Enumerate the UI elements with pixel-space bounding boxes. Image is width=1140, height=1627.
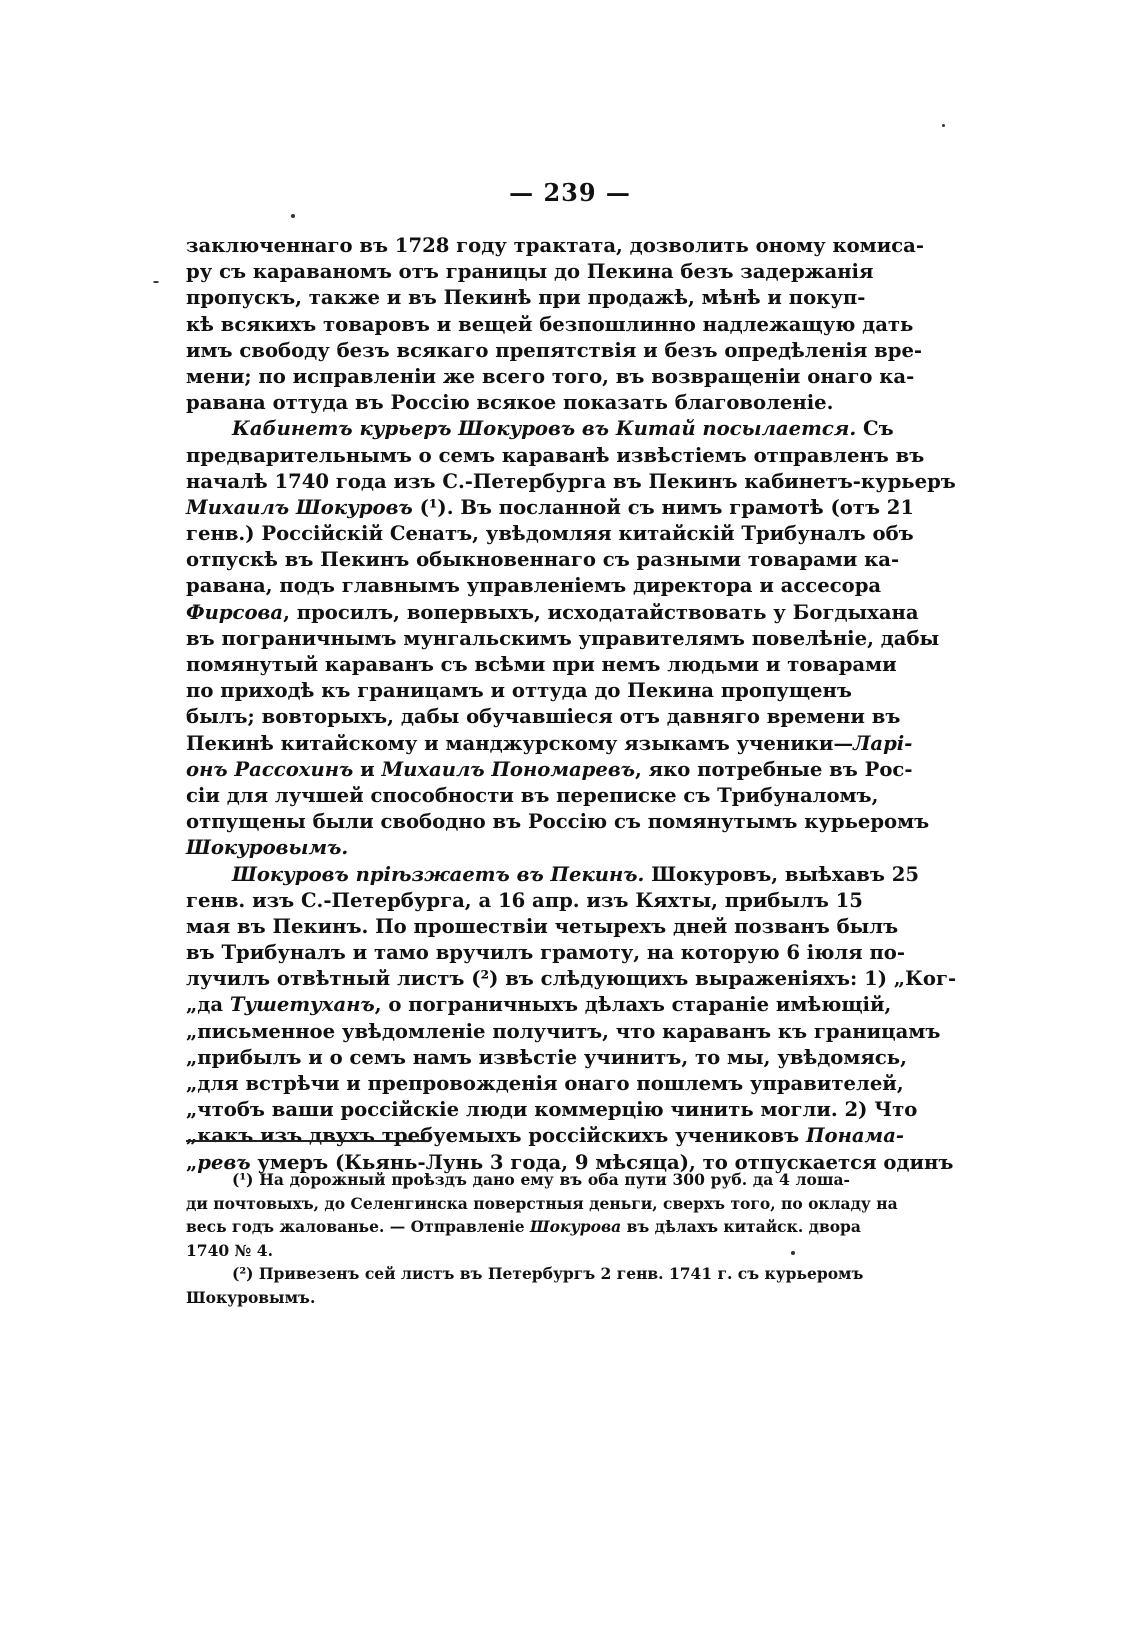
footnote-line: ди почтовыхъ, до Селенгинска поверстныя деньги, сверхъ того, по окладу на [186,1193,898,1213]
body-line: „для встрѣчи и препровожденія онаго пошлемъ управителей, [186,1072,904,1095]
body-line: началѣ 1740 года изъ С.-Петербурга въ Пекинъ кабинетъ-курьеръ [186,469,956,493]
footnote-line: 1740 № 4. [186,1240,273,1260]
body-line: генв.) Россійскій Сенатъ, увѣдомляя китайскій Трибуналъ объ [186,522,914,546]
body-line: „ревъ умеръ (Кьянь-Лунь 3 года, 9 мѣсяца), то отпускается одинъ [186,1150,954,1174]
body-line: Шокуровымъ. [186,836,349,860]
body-line: онъ Рассохинъ и Михаилъ Пономаревъ, яко потребные въ Рос- [186,757,913,781]
body-line: Михаилъ Шокуровъ (¹). Въ посланной съ нимъ грамотѣ (отъ 21 [186,495,915,519]
body-line: помянутый караванъ съ всѣми при немъ людьми и товарами [186,653,897,676]
body-line: въ пограничнымъ мунгальскимъ управителямъ повелѣніе, дабы [186,626,940,650]
body-line: отпускѣ въ Пекинъ обыкновеннаго съ разными товарами ка- [186,548,900,572]
body-line: предварительнымъ о семъ караванѣ извѣстіемъ отправленъ въ [186,443,925,467]
body-line: заключеннаго въ 1728 году трактата, дозволить оному комиса- [186,234,924,257]
footnote-line: весь годъ жалованье. — Отправленіе Шокурова въ дѣлахъ китайск. двора [186,1217,861,1236]
page-number: — 239 — [509,178,631,207]
footnote-line: (²) Привезенъ сей листъ въ Петербургъ 2 генв. 1741 г. съ курьеромъ [232,1264,864,1283]
body-line: ру съ караваномъ отъ границы до Пекина безъ задержанія [186,260,874,284]
body-line: былъ; вовторыхъ, дабы обучавшіеся отъ давняго времени въ [186,705,901,729]
body-line: „чтобъ ваши россійскіе люди коммерцію чинить могли. 2) Что [186,1098,918,1122]
body-line: Фирсова, просилъ, вопервыхъ, исходатайствовать у Богдыхана [186,600,919,624]
body-line: Пекинѣ китайскому и манджурскому языкамъ ученики—Ларі- [186,731,913,755]
body-line: по приходѣ къ границамъ и оттуда до Пекина пропущенъ [186,679,852,703]
ink-speck [291,214,295,218]
section-heading: Шокуровъ пріѣзжаетъ въ Пекинъ. [232,862,645,886]
body-line: „прибылъ и о семъ намъ извѣстіе учинитъ, то мы, увѣдомясь, [186,1045,907,1069]
footnote-divider [186,1140,428,1142]
body-line: равана, подъ главнымъ управленіемъ директора и ассесора [186,574,882,598]
ink-speck [153,281,159,283]
body-line: кѣ всякихъ товаровъ и вещей безпошлинно надлежащую дать [186,312,914,336]
section-heading: Кабинетъ курьеръ Шокуровъ въ Китай посылается. [232,417,857,441]
body-line: сіи для лучшей способности въ переписке съ Трибуналомъ, [186,783,879,807]
footnote-line: (¹) На дорожный проѣздъ дано ему въ оба пути 300 руб. да 4 лоша- [232,1170,850,1189]
body-line: равана оттуда въ Россію всякое показать благоволеніе. [186,391,834,415]
ink-speck [942,124,945,127]
footnote-line: Шокуровымъ. [186,1287,316,1307]
body-line: имъ свободу безъ всякаго препятствія и безъ опредѣленія вре- [186,338,923,362]
body-text [186,233,957,1176]
body-line: отпущены были свободно въ Россію съ помянутымъ курьеромъ [186,810,930,834]
body-line: въ Трибуналъ и тамо вручилъ грамоту, на которую 6 іюля по- [186,941,905,965]
body-line: пропускъ, также и въ Пекинѣ при продажѣ, мѣнѣ и покуп- [186,286,866,310]
section-heading-line: Шокуровъ пріѣзжаетъ въ Пекинъ. Шокуровъ, выѣхавъ 25 [232,862,920,886]
footnotes [186,1168,898,1309]
body-line: лучилъ отвѣтный листъ (²) въ слѣдующихъ выраженіяхъ: 1) „Ког- [186,967,957,991]
section-heading-line: Кабинетъ курьеръ Шокуровъ въ Китай посылается. Съ [232,417,894,441]
body-line: мени; по исправленіи же всего того, въ возвращеніи онаго ка- [186,364,915,388]
body-line: генв. изъ С.-Петербурга, а 16 апр. изъ Кяхты, прибылъ 15 [186,888,863,912]
body-line: „письменное увѣдомленіе получитъ, что караванъ къ границамъ [186,1019,941,1043]
body-line: „какъ изъ двухъ требуемыхъ россійскихъ учениковъ Понама- [186,1124,905,1148]
body-line: „да Тушетуханъ, о пограничныхъ дѣлахъ стараніе имѣющій, [186,993,892,1017]
body-line: мая въ Пекинъ. По прошествіи четырехъ дней позванъ былъ [186,914,899,938]
